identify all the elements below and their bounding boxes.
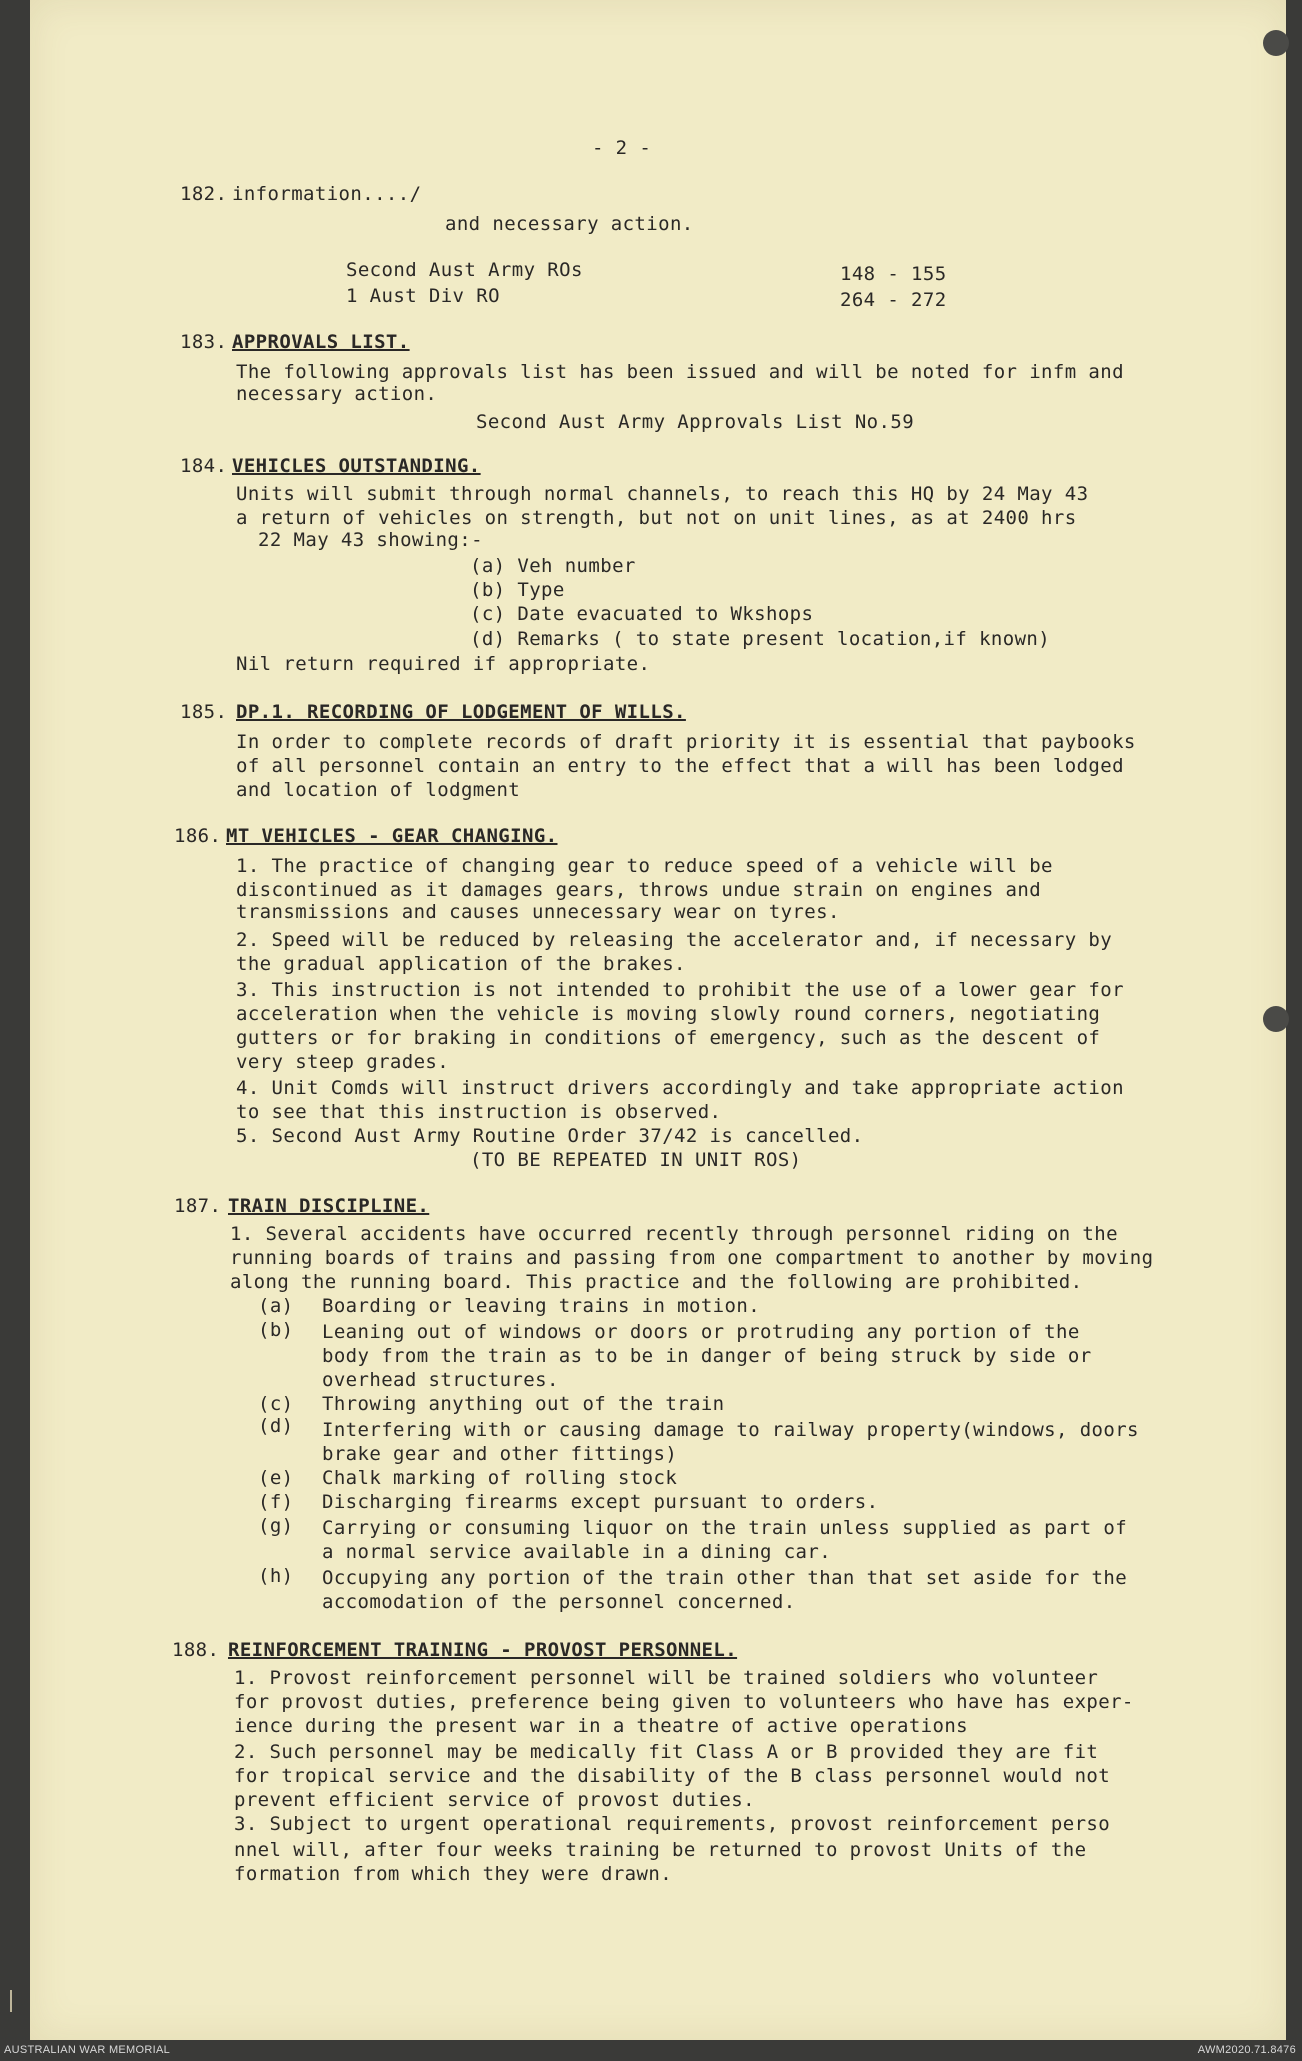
item-188-line: for provost duties, preference being given to volunteers who have has exper- (234, 1691, 1134, 1713)
item-186-line: acceleration when the vehicle is moving slowly round corners, negotiating (236, 1003, 1101, 1025)
item-187-number: 187. (174, 1195, 222, 1217)
footer-source: AUSTRALIAN WAR MEMORIAL (4, 2044, 171, 2056)
item-187-line: Throwing anything out of the train (322, 1393, 725, 1415)
item-187-subletter: (e) (258, 1467, 294, 1489)
item-186-title: MT VEHICLES - GEAR CHANGING. (226, 825, 558, 847)
footer-reference: AWM2020.71.8476 (1197, 2044, 1296, 2056)
item-187-subletter: (c) (258, 1393, 294, 1415)
item-184-line: Units will submit through normal channels, to reach this HQ by 24 May 43 (236, 483, 1089, 505)
item-184-line: (c) Date evacuated to Wkshops (470, 603, 814, 625)
item-186-line: the gradual application of the brakes. (236, 953, 686, 975)
item-185-line: In order to complete records of draft priority it is essential that paybooks (236, 731, 1136, 753)
item-182-number: 182. (180, 183, 228, 205)
item-187-line: accomodation of the personnel concerned. (322, 1591, 796, 1613)
item-183-title: APPROVALS LIST. (232, 331, 410, 353)
item-188-line: 2. Such personnel may be medically fit Class A or B provided they are fit (234, 1741, 1099, 1763)
item-187-line: Carrying or consuming liquor on the train unless supplied as part of (322, 1517, 1128, 1539)
punch-hole (1263, 30, 1289, 56)
item-188-title: REINFORCEMENT TRAINING - PROVOST PERSONNEL. (228, 1639, 738, 1661)
item-187-line: Boarding or leaving trains in motion. (322, 1295, 761, 1317)
item-182-line: information..../ (232, 183, 422, 205)
item-187-line: Interfering with or causing damage to railway property(windows, doors (322, 1419, 1139, 1441)
item-184-line: (b) Type (470, 579, 565, 601)
item-187-line: Chalk marking of rolling stock (322, 1467, 678, 1489)
item-186-line: gutters or for braking in conditions of emergency, such as the descent of (236, 1027, 1101, 1049)
item-188-line: formation from which they were drawn. (234, 1863, 673, 1885)
item-186-line: 2. Speed will be reduced by releasing the accelerator and, if necessary by (236, 929, 1113, 951)
item-187-line: overhead structures. (322, 1369, 559, 1391)
item-183-line: necessary action. (236, 383, 438, 405)
item-186-number: 186. (174, 825, 222, 847)
item-187-line: body from the train as to be in danger of being struck by side or (322, 1345, 1092, 1367)
item-188-line: 3. Subject to urgent operational requirements, provost reinforcement perso (234, 1813, 1111, 1835)
item-186-line: 3. This instruction is not intended to prohibit the use of a lower gear for (236, 979, 1124, 1001)
item-184-number: 184. (180, 455, 228, 477)
punch-hole (1263, 1006, 1289, 1032)
item-187-line: Leaning out of windows or doors or protruding any portion of the (322, 1321, 1080, 1343)
item-187-line: Occupying any portion of the train other than that set aside for the (322, 1567, 1128, 1589)
item-187-line: brake gear and other fittings) (322, 1443, 678, 1465)
ref-label: Second Aust Army ROs (346, 259, 583, 281)
item-186-line: 1. The practice of changing gear to reduce speed of a vehicle will be (236, 855, 1053, 877)
item-186-line: 4. Unit Comds will instruct drivers accordingly and take appropriate action (236, 1077, 1124, 1099)
item-183-line: Second Aust Army Approvals List No.59 (476, 411, 915, 433)
item-185-title: DP.1. RECORDING OF LODGEMENT OF WILLS. (236, 701, 686, 723)
item-187-line: 1. Several accidents have occurred recently through personnel riding on the (230, 1223, 1118, 1245)
item-187-line: along the running board. This practice and the following are prohibited. (230, 1271, 1083, 1293)
item-187-subletter: (d) (258, 1415, 294, 1437)
item-188-line: prevent efficient service of provost duties. (234, 1789, 755, 1811)
item-188-number: 188. (172, 1639, 220, 1661)
item-184-line: Nil return required if appropriate. (236, 653, 651, 675)
item-185-number: 185. (180, 701, 228, 723)
item-183-line: The following approvals list has been issued and will be noted for infm and (236, 361, 1124, 383)
item-186-line: discontinued as it damages gears, throws undue strain on engines and (236, 879, 1042, 901)
item-183-number: 183. (180, 331, 228, 353)
item-186-line: 5. Second Aust Army Routine Order 37/42 is cancelled. (236, 1125, 864, 1147)
item-187-subletter: (h) (258, 1565, 294, 1587)
item-187-subletter: (a) (258, 1295, 294, 1317)
item-187-title: TRAIN DISCIPLINE. (228, 1195, 430, 1217)
item-187-subletter: (g) (258, 1515, 294, 1537)
edge-mark (10, 1990, 12, 2012)
item-187-subletter: (f) (258, 1491, 294, 1513)
item-186-line: (TO BE REPEATED IN UNIT ROS) (470, 1149, 802, 1171)
item-188-line: for tropical service and the disability of the B class personnel would not (234, 1765, 1111, 1787)
item-186-line: transmissions and causes unnecessary wear on tyres. (236, 901, 840, 923)
ref-range: 148 - 155 (840, 263, 947, 285)
item-184-line: 22 May 43 showing:- (258, 529, 483, 551)
item-187-line: a normal service available in a dining car. (322, 1541, 832, 1563)
item-188-line: nnel will, after four weeks training be returned to provost Units of the (234, 1839, 1087, 1861)
ref-range: 264 - 272 (840, 289, 947, 311)
item-184-title: VEHICLES OUTSTANDING. (232, 455, 481, 477)
item-185-line: of all personnel contain an entry to the effect that a will has been lodged (236, 755, 1124, 777)
item-188-line: 1. Provost reinforcement personnel will be trained soldiers who volunteer (234, 1667, 1099, 1689)
item-184-line: (d) Remarks ( to state present location,if known) (470, 628, 1051, 650)
item-187-line: running boards of trains and passing from one compartment to another by moving (230, 1247, 1154, 1269)
item-187-line: Discharging firearms except pursuant to orders. (322, 1491, 879, 1513)
ref-label: 1 Aust Div RO (346, 285, 500, 307)
item-188-line: ience during the present war in a theatre of active operations (234, 1715, 969, 1737)
item-184-line: (a) Veh number (470, 555, 636, 577)
item-187-subletter: (b) (258, 1319, 294, 1341)
item-184-line: a return of vehicles on strength, but not on unit lines, as at 2400 hrs (236, 507, 1077, 529)
item-185-line: and location of lodgment (236, 779, 521, 801)
item-186-line: to see that this instruction is observed. (236, 1101, 722, 1123)
item-182-line: and necessary action. (445, 213, 694, 235)
page-number: - 2 - (592, 137, 652, 159)
item-186-line: very steep grades. (236, 1051, 450, 1073)
